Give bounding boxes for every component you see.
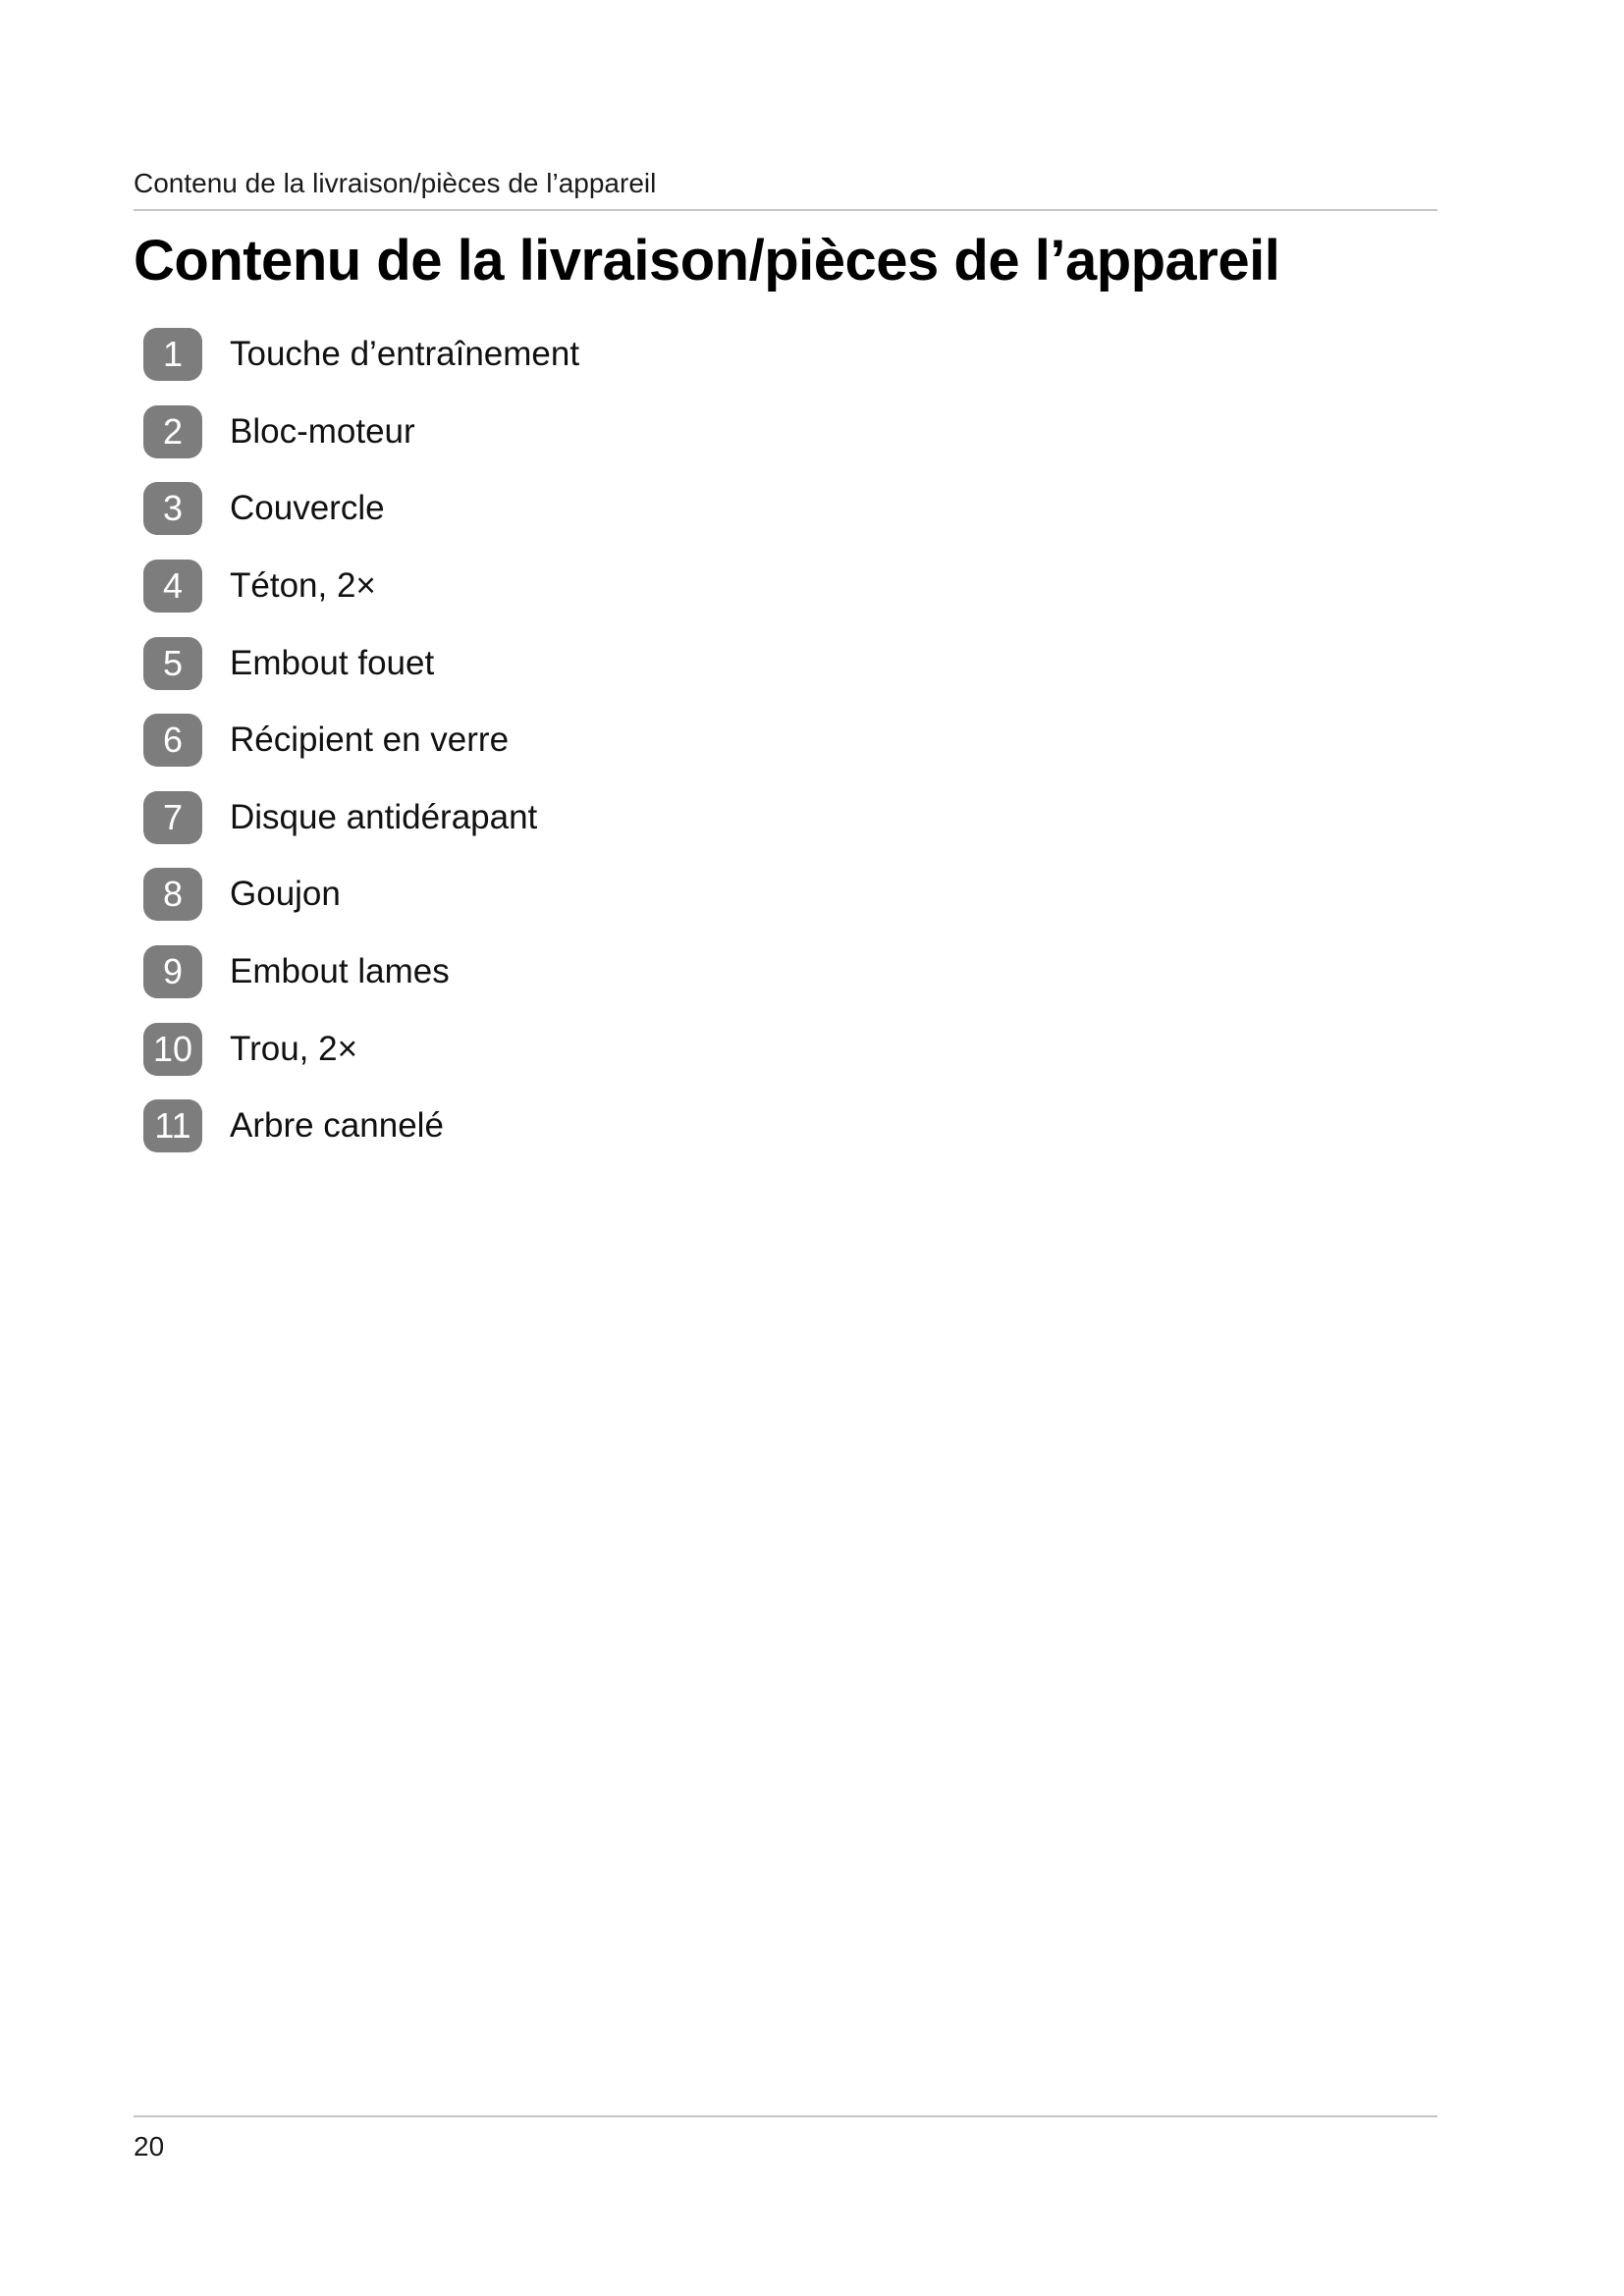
header-divider: [134, 209, 1437, 211]
part-number-badge: 5: [143, 637, 202, 690]
part-name: Embout lames: [230, 952, 450, 991]
list-item: [143, 934, 579, 1011]
part-name: Touche d’entraînement: [230, 335, 580, 374]
part-number-badge: 8: [143, 868, 202, 921]
part-number-badge: 10: [143, 1023, 202, 1076]
part-number-badge: 3: [143, 482, 202, 535]
part-number-badge: 9: [143, 945, 202, 998]
footer-divider: [134, 2115, 1437, 2117]
part-number-badge: 7: [143, 791, 202, 844]
part-number-badge: 2: [143, 405, 202, 458]
list-item: [143, 548, 579, 625]
list-item: [143, 1010, 579, 1088]
running-header: Contenu de la livraison/pièces de l’appareil: [134, 168, 657, 198]
list-item: [143, 702, 579, 779]
part-number-badge: 1: [143, 328, 202, 381]
part-number-badge: 4: [143, 560, 202, 613]
part-name: Disque antidérapant: [230, 797, 538, 836]
parts-list: [143, 316, 579, 1165]
part-name: Bloc-moteur: [230, 411, 415, 451]
list-item: [143, 470, 579, 548]
part-number-badge: 11: [143, 1099, 202, 1152]
part-name: Goujon: [230, 875, 341, 914]
list-item: [143, 394, 579, 471]
part-number-badge: 6: [143, 714, 202, 767]
part-name: Téton, 2×: [230, 566, 376, 606]
list-item: [143, 779, 579, 857]
part-name: Trou, 2×: [230, 1029, 358, 1068]
part-name: Embout fouet: [230, 643, 435, 682]
list-item: [143, 856, 579, 934]
list-item: [143, 316, 579, 394]
part-name: Couvercle: [230, 489, 385, 528]
part-name: Arbre cannelé: [230, 1106, 444, 1146]
list-item: [143, 624, 579, 702]
list-item: [143, 1088, 579, 1165]
page-title: Contenu de la livraison/pièces de l’appareil: [134, 229, 1280, 293]
page-number: 20: [134, 2131, 165, 2162]
part-name: Récipient en verre: [230, 721, 510, 760]
